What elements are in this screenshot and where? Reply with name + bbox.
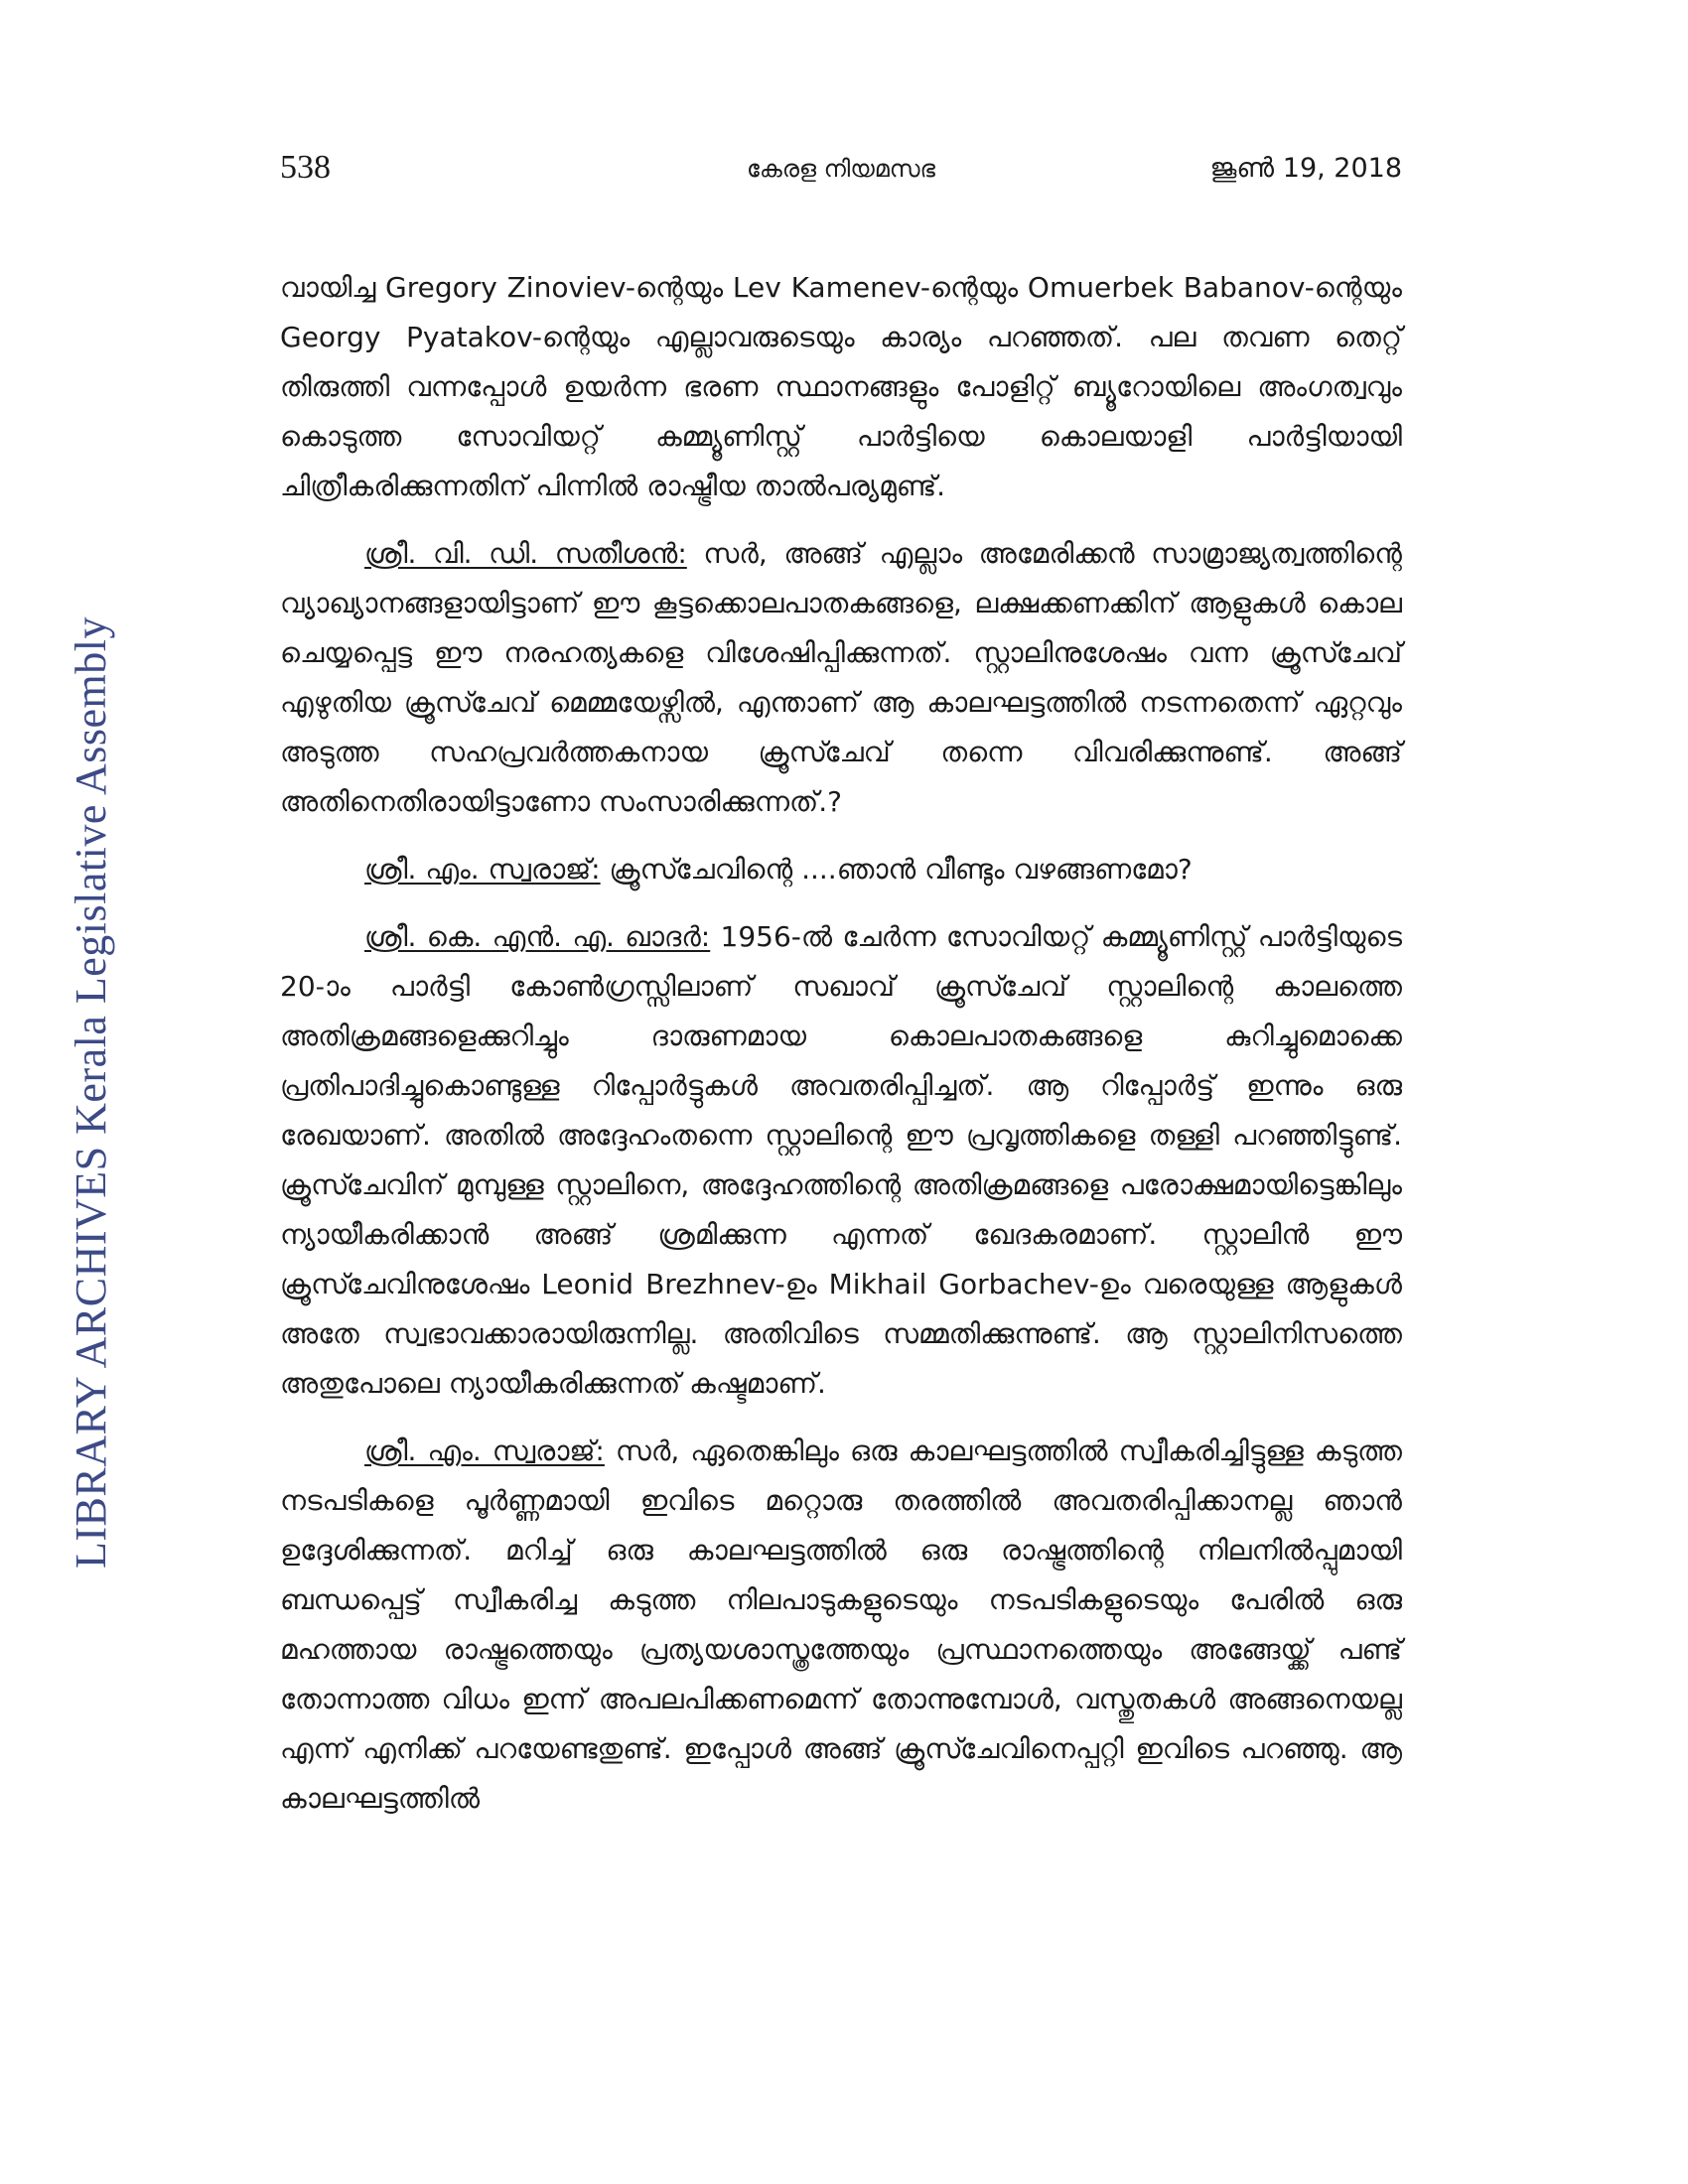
paragraph-text: സർ, അങ്ങ് എല്ലാം അമേരിക്കൻ സാമ്രാജ്യത്വത്തിന്റെ വ്യാഖ്യാനങ്ങളായിട്ടാണ് ഈ കൂട്ടക്കൊലപാതകങ്ങളെ, ലക്ഷക്കണക്കിന് ആളുകൾ കൊല ചെയ്യപ്പെട്ട ഈ നരഹത്യകളെ വിശേഷിപ്പിക്കുന്നത്. സ്റ്റാലിനുശേഷം വന്ന ക്രൂസ്ചേവ് എഴുതിയ ക്രൂസ്ചേവ് മെമ്മയേഴ്സിൽ, എന്താണ് ആ കാലഘട്ടത്തിൽ നടന്നതെന്ന് ഏറ്റവും അടുത്ത സഹപ്രവർത്തകനായ ക്രൂസ്ചേവ് തന്നെ വിവരിക്കുന്നുണ്ട്. അങ്ങ് അതിനെതിരായിട്ടാണോ സംസാരിക്കുന്നത്.? (280, 537, 1403, 818)
document-body (280, 263, 1402, 1842)
paragraph-speech (280, 912, 1402, 1409)
paragraph-text: 1956-ൽ ചേർന്ന സോവിയറ്റ് കമ്മ്യൂണിസ്റ്റ് പാർട്ടിയുടെ 20-ാം പാർട്ടി കോൺഗ്രസ്സിലാണ് സഖാവ് ക്രൂസ്ചേവ് സ്റ്റാലിന്റെ കാലത്തെ അതിക്രമങ്ങളെക്കുറിച്ചും ദാരുണമായ കൊലപാതകങ്ങളെ കുറിച്ചുമൊക്കെ പ്രതിപാദിച്ചുകൊണ്ടുള്ള റിപ്പോർട്ടുകൾ അവതരിപ്പിച്ചത്. ആ റിപ്പോർട്ട് ഇന്നും ഒരു രേഖയാണ്. അതിൽ അദ്ദേഹംതന്നെ സ്റ്റാലിന്റെ ഈ പ്രവൃത്തികളെ തള്ളി പറഞ്ഞിട്ടുണ്ട്. ക്രൂസ്ചേവിന് മുമ്പുള്ള സ്റ്റാലിനെ, അദ്ദേഹത്തിന്റെ അതിക്രമങ്ങളെ പരോക്ഷമായിട്ടെങ്കിലും ന്യായീകരിക്കാൻ അങ്ങ് ശ്രമിക്കുന്ന എന്നത് ഖേദകരമാണ്. സ്റ്റാലിൻ ഈ ക്രൂസ്ചേവിനുശേഷം Leonid Brezhnev-ഉം Mikhail Gorbachev-ഉം വരെയുള്ള ആളുകൾ അതേ സ്വഭാവക്കാരായിരുന്നില്ല. അതിവിടെ സമ്മതിക്കുന്നുണ്ട്. ആ സ്റ്റാലിനിസത്തെ അതുപോലെ ന്യായീകരിക്കുന്നത് കഷ്ടമാണ്. (280, 920, 1402, 1400)
paragraph-speech (280, 529, 1402, 827)
running-title: കേരള നിയമസഭ (746, 155, 936, 183)
speaker-name: ശ്രീ. എം. സ്വരാജ്: (364, 1434, 605, 1467)
speaker-name: ശ്രീ. കെ. എൻ. എ. ഖാദർ: (364, 920, 711, 953)
archive-watermark: LIBRARY ARCHIVES Kerala Legislative Assembly (67, 616, 115, 1569)
paragraph-text: ക്രൂസ്ചേവിന്റെ ....ഞാൻ വീണ്ടും വഴങ്ങണമോ? (600, 853, 1193, 886)
paragraph-text: സർ, ഏതെങ്കിലും ഒരു കാലഘട്ടത്തിൽ സ്വീകരിച്ചിട്ടുള്ള കടുത്ത നടപടികളെ പൂർണ്ണമായി ഇവിടെ മറ്റൊരു തരത്തിൽ അവതരിപ്പിക്കാനല്ല ഞാൻ ഉദ്ദേശിക്കുന്നത്. മറിച്ച് ഒരു കാലഘട്ടത്തിൽ ഒരു രാഷ്ട്രത്തിന്റെ നിലനിൽപ്പുമായി ബന്ധപ്പെട്ട് സ്വീകരിച്ച കടുത്ത നിലപാടുകളുടെയും നടപടികളുടെയും പേരിൽ ഒരു മഹത്തായ രാഷ്ട്രത്തെയും പ്രത്യയശാസ്ത്രത്തേയും പ്രസ്ഥാനത്തെയും അങ്ങേയ്ക്ക് പണ്ട് തോന്നാത്ത വിധം ഇന്ന് അപലപിക്കണമെന്ന് തോന്നുമ്പോൾ, വസ്തുതകൾ അങ്ങനെയല്ല എന്ന് എനിക്ക് പറയേണ്ടതുണ്ട്. ഇപ്പോൾ അങ്ങ് ക്രൂസ്ചേവിനെപ്പറ്റി ഇവിടെ പറഞ്ഞു. ആ കാലഘട്ടത്തിൽ (280, 1434, 1402, 1815)
paragraph-text: വായിച്ച Gregory Zinoviev-ന്റെയും Lev Kamenev-ന്റെയും Omuerbek Babanov-ന്റെയും Georgy Pyatakov-ന്റെയും എല്ലാവരുടെയും കാര്യം പറഞ്ഞത്. പല തവണ തെറ്റ് തിരുത്തി വന്നപ്പോൾ ഉയർന്ന ഭരണ സ്ഥാനങ്ങളും പോളിറ്റ് ബ്യൂറോയിലെ അംഗത്വവും കൊടുത്ത സോവിയറ്റ് കമ്മ്യൂണിസ്റ്റ് പാർട്ടിയെ കൊലയാളി പാർട്ടിയായി ചിത്രീകരിക്കുന്നതിന് പിന്നിൽ രാഷ്ട്രീയ താൽപര്യമുണ്ട്. (280, 271, 1402, 502)
page-date: ജൂൺ 19, 2018 (1209, 153, 1402, 184)
paragraph-continuation (280, 263, 1402, 511)
page-header (280, 149, 1402, 193)
speaker-name: ശ്രീ. എം. സ്വരാജ്: (364, 853, 601, 886)
speaker-name: ശ്രീ. വി. ഡി. സതീശൻ: (364, 537, 687, 570)
paragraph-speech (280, 1427, 1402, 1824)
page-number: 538 (280, 149, 331, 186)
paragraph-speech (280, 845, 1402, 894)
